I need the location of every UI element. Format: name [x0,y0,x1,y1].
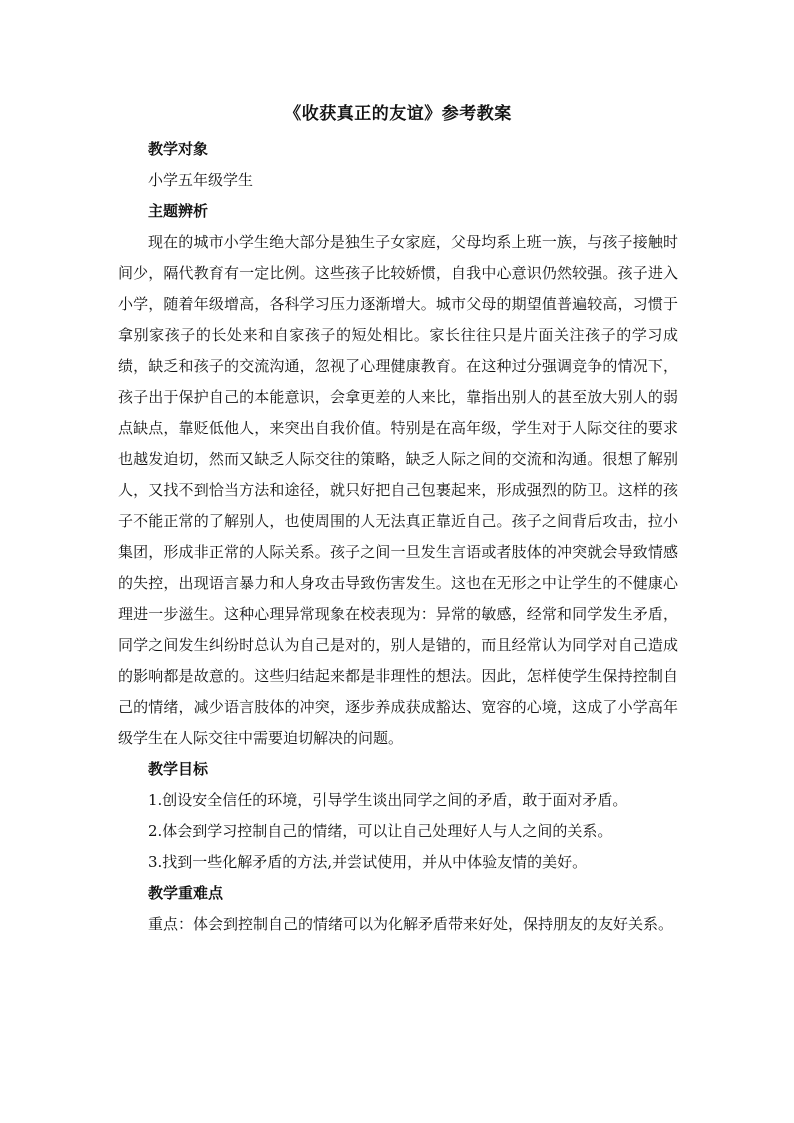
objective-item-3: 3.找到一些化解矛盾的方法,并尝试使用，并从中体验友情的美好。 [148,853,588,871]
objective-item-2: 2.体会到学习控制自己的情绪，可以让自己处理好人与人之间的关系。 [148,822,613,840]
document-page [118,96,678,940]
audience-text: 小学五年级学生 [148,171,254,189]
section-heading-audience: 教学对象 [148,140,209,158]
section-heading-analysis: 主题辨析 [148,202,209,220]
document-title: 《收获真正的友谊》参考教案 [284,104,512,124]
section-heading-key-points: 教学重难点 [148,884,224,902]
objective-item-1: 1.创设安全信任的环境，引导学生谈出同学之间的矛盾，敢于面对矛盾。 [148,791,628,809]
analysis-paragraph: 现在的城市小学生绝大部分是独生子女家庭，父母均系上班一族，与孩子接触时间少，隔代教育有一定比例。这些孩子比较娇惯，自我中心意识仍然较强。孩子进入小学，随着年级增高，各科学习压力逐渐增大。城市父母的期望值普遍较高，习惯于拿别家孩子的长处来和自家孩子的短处相比。家长往往只是片面关注孩子的学习成绩，缺乏和孩子的交流沟通，忽视了心理健康教育。在这种过分强调竞争的情况下，孩子出于保护自己的本能意识，会拿更差的人来比，靠指出别人的甚至放大别人的弱点缺点，靠贬低他人，来突出自我价值。特别是在高年级，学生对于人际交往的要求也越发迫切，然而又缺乏人际交往的策略，缺乏人际之间的交流和沟通。很想了解别人，又找不到恰当方法和途径，就只好把自己包裹起来，形成强烈的防卫。这样的孩子不能正常的了解别人，也使周围的人无法真正靠近自己。孩子之间背后攻击，拉小集团，形成非正常的人际关系。孩子之间一旦发生言语或者肢体的冲突就会导致情感的失控，出现语言暴力和人身攻击导致伤害发生。这也在无形之中让学生的不健康心理进一步滋生。这种心理异常现象在校表现为：异常的敏感，经常和同学发生矛盾，同学之间发生纠纷时总认为自己是对的，别人是错的，而且经常认为同学对自己造成的影响都是故意的。这些归结起来都是非理性的想法。因此，怎样使学生保持控制自己的情绪，减少语言肢体的冲突，逐步养成获成豁达、宽容的心境，这成了小学高年级学生在人际交往中需要迫切解决的问题。 [118,233,678,747]
section-heading-objectives: 教学目标 [148,760,209,778]
key-point-paragraph: 重点：体会到控制自己的情绪可以为化解矛盾带来好处，保持朋友的友好关系。 [148,915,674,933]
